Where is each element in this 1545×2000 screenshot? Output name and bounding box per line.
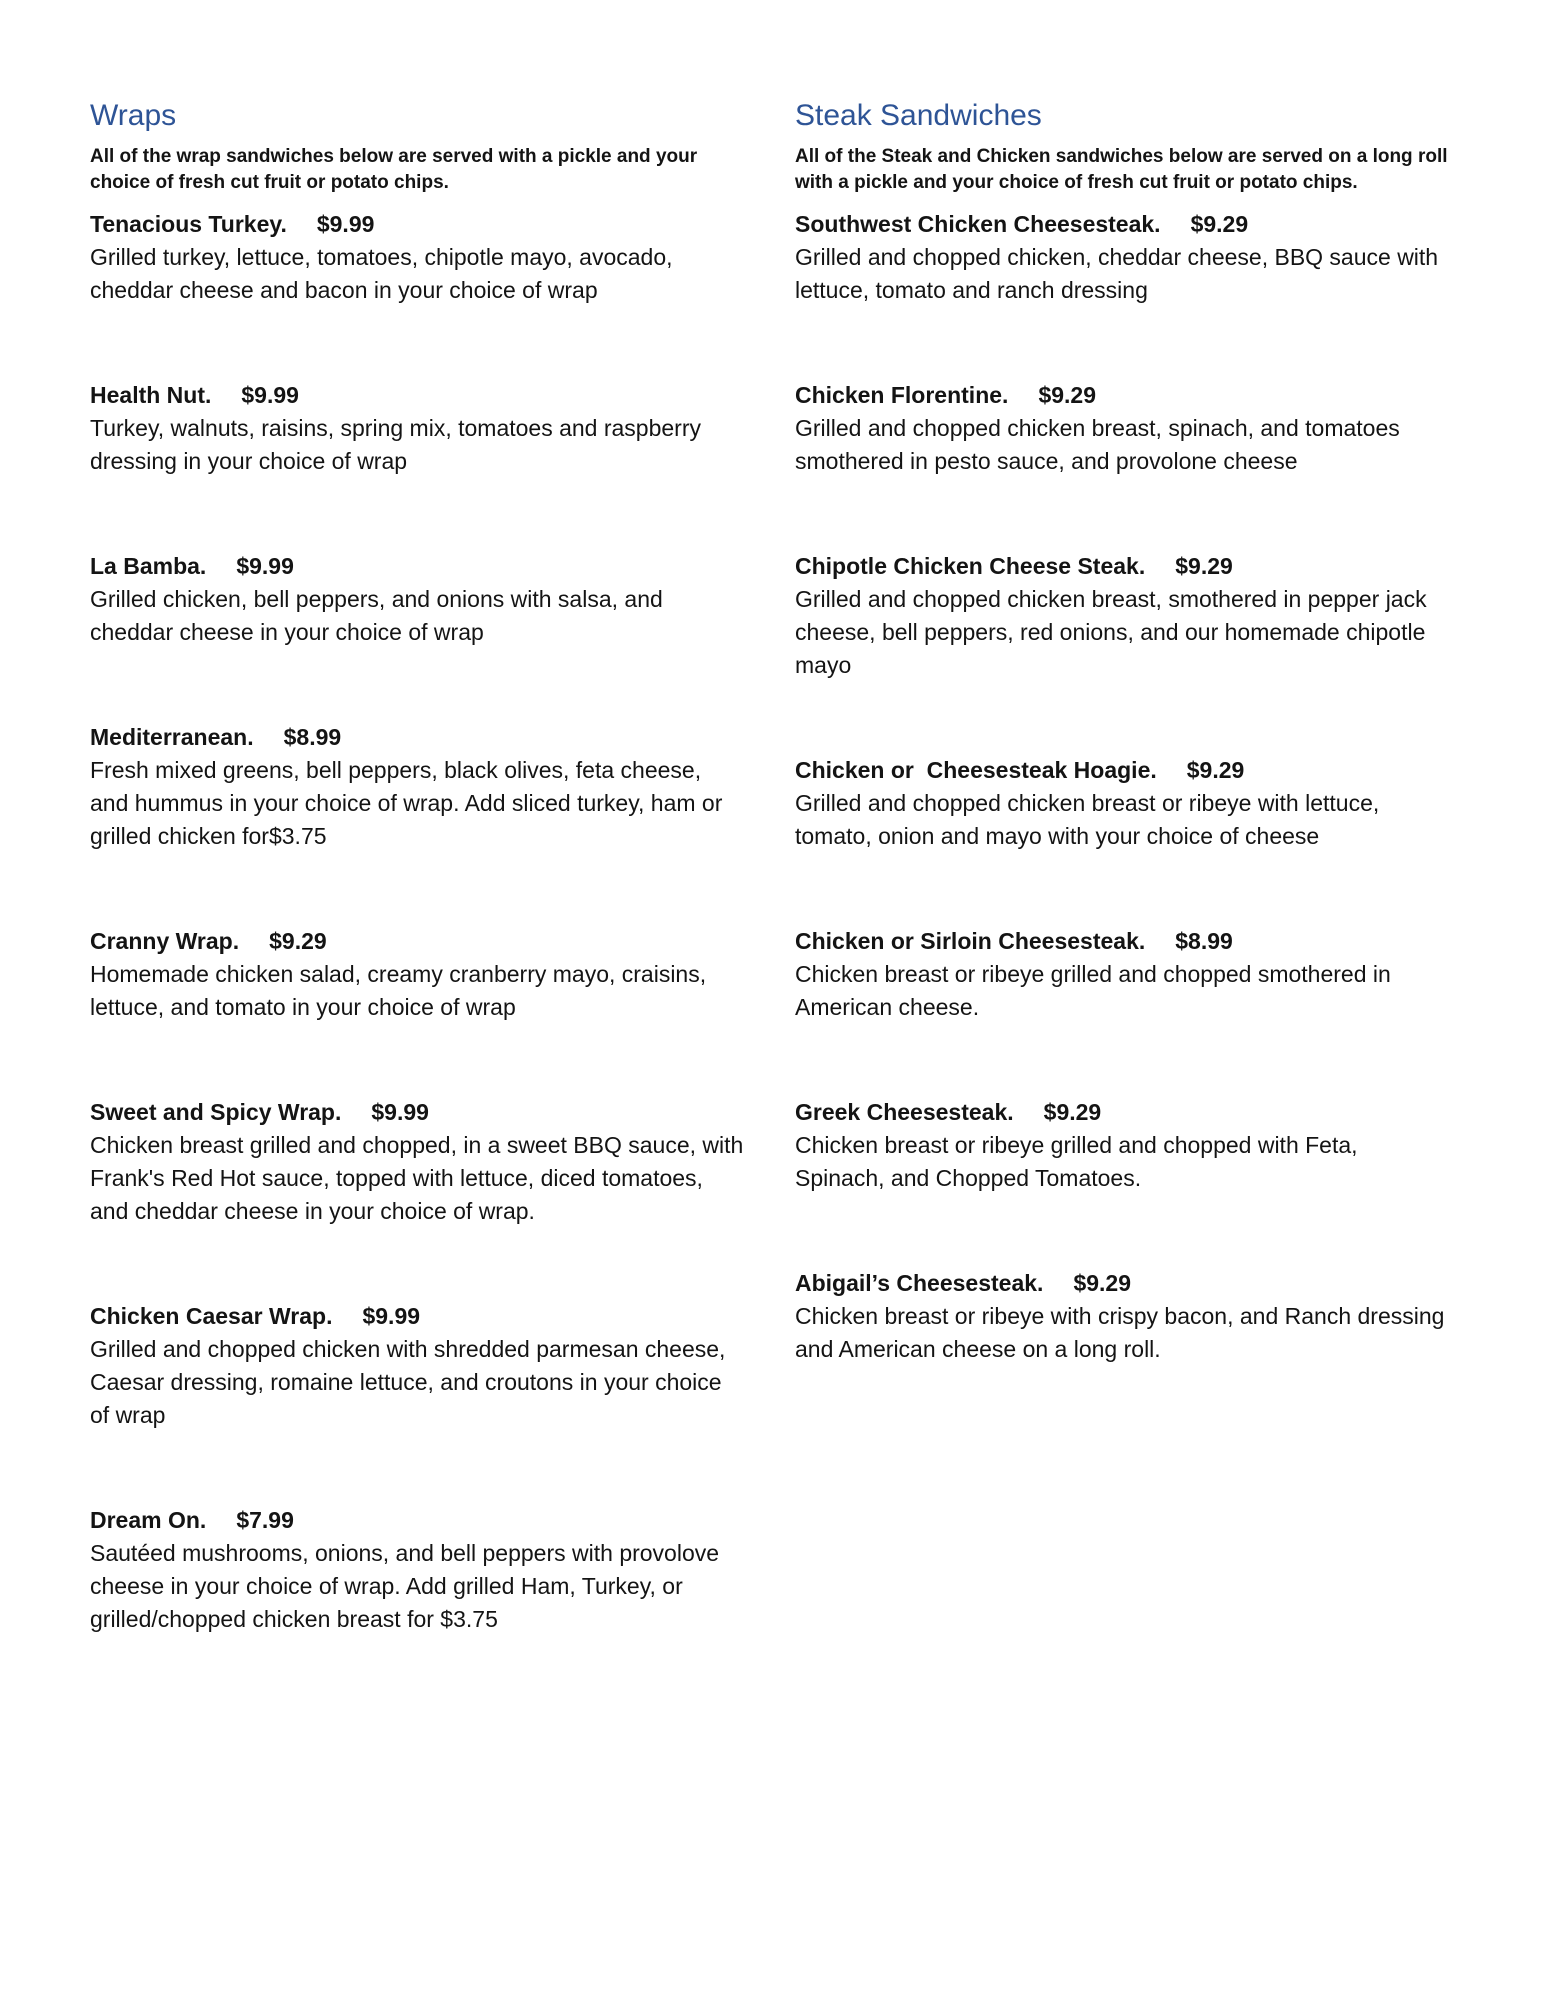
menu-item-chicken-florentine: [795, 379, 1450, 478]
item-head: [90, 721, 745, 754]
menu-item-dream-on: [90, 1504, 745, 1636]
item-description: Turkey, walnuts, raisins, spring mix, tomatoes and raspberry dressing in your choice of wrap: [90, 415, 702, 474]
item-description: Chicken breast grilled and chopped, in a sweet BBQ sauce, with Frank's Red Hot sauce, topped with lettuce, diced tomatoes, and cheddar cheese in your choice of wrap.: [90, 1132, 744, 1224]
item-name: Chipotle Chicken Cheese Steak.: [795, 553, 1146, 579]
item-head: [795, 754, 1450, 787]
item-name: Chicken Caesar Wrap.: [90, 1303, 333, 1329]
item-description: Grilled turkey, lettuce, tomatoes, chipotle mayo, avocado, cheddar cheese and bacon in your choice of wrap: [90, 244, 673, 303]
menu-item-chipotle-chicken-cheese-steak: [795, 550, 1450, 682]
menu-item-chicken-or-sirloin-cheesesteak: [795, 925, 1450, 1024]
item-description: Homemade chicken salad, creamy cranberry mayo, craisins, lettuce, and tomato in your choice of wrap: [90, 961, 707, 1020]
item-head: [90, 925, 745, 958]
item-price: $9.99: [316, 211, 375, 237]
item-price: $9.29: [1038, 382, 1096, 408]
menu-item-health-nut: [90, 379, 745, 478]
item-head: [90, 1300, 745, 1333]
item-description: Chicken breast or ribeye with crispy bacon, and Ranch dressing and American cheese on a long roll.: [795, 1303, 1445, 1362]
item-price: $8.99: [1175, 928, 1233, 954]
item-price: $9.29: [1186, 757, 1245, 783]
wraps-section: [90, 98, 745, 1708]
menu-item-sweet-and-spicy-wrap: [90, 1096, 745, 1228]
item-price: $8.99: [283, 724, 342, 750]
item-name: Abigail’s Cheesesteak.: [795, 1270, 1044, 1296]
item-description: Chicken breast or ribeye grilled and chopped smothered in American cheese.: [795, 961, 1391, 1020]
item-description: Grilled and chopped chicken, cheddar cheese, BBQ sauce with lettuce, tomato and ranch dressing: [795, 244, 1439, 303]
item-head: [795, 925, 1450, 958]
menu-item-cranny-wrap: [90, 925, 745, 1024]
item-description: Chicken breast or ribeye grilled and chopped with Feta, Spinach, and Chopped Tomatoes.: [795, 1132, 1358, 1191]
item-price: $9.29: [1175, 553, 1233, 579]
item-name: Chicken or Sirloin Cheesesteak.: [795, 928, 1146, 954]
item-head: [90, 208, 745, 241]
item-name: La Bamba.: [90, 553, 207, 579]
item-price: $9.29: [1190, 211, 1249, 237]
item-description: Sautéed mushrooms, onions, and bell peppers with provolove cheese in your choice of wrap. Add grilled Ham, Turkey, or grilled/chopped chicken breast for $3.75: [90, 1540, 720, 1632]
item-price: $9.29: [1073, 1270, 1131, 1296]
item-description: Fresh mixed greens, bell peppers, black olives, feta cheese, and hummus in your choice of wrap. Add sliced turkey, ham or grilled chicken for$3.75: [90, 757, 723, 849]
item-name: Sweet and Spicy Wrap.: [90, 1099, 342, 1125]
section-title-steak-sandwiches: Steak Sandwiches: [795, 99, 1042, 132]
item-head: [795, 1267, 1450, 1300]
item-name: Chicken Florentine.: [795, 382, 1009, 408]
menu-item-greek-cheesesteak: [795, 1096, 1450, 1195]
item-name: Health Nut.: [90, 382, 212, 408]
item-name: Greek Cheesesteak.: [795, 1099, 1014, 1125]
section-title-wraps: Wraps: [90, 99, 177, 132]
section-note-wraps: All of the wrap sandwiches below are served with a pickle and your choice of fresh cut fruit or potato chips.: [90, 146, 698, 193]
item-price: $9.99: [371, 1099, 429, 1125]
item-price: $9.99: [241, 382, 299, 408]
menu-item-la-bamba: [90, 550, 745, 649]
item-name: Cranny Wrap.: [90, 928, 240, 954]
item-head: [795, 550, 1450, 583]
item-head: [795, 379, 1450, 412]
item-name: Mediterranean.: [90, 724, 254, 750]
menu-item-southwest-chicken-cheesesteak: [795, 208, 1450, 307]
item-description: Grilled chicken, bell peppers, and onions with salsa, and cheddar cheese in your choice of wrap: [90, 586, 663, 645]
item-description: Grilled and chopped chicken with shredded parmesan cheese, Caesar dressing, romaine lettuce, and croutons in your choice of wrap: [90, 1336, 726, 1428]
item-price: $9.99: [236, 553, 294, 579]
item-price: $7.99: [236, 1507, 294, 1533]
item-name: Southwest Chicken Cheesesteak.: [795, 211, 1161, 237]
item-name: Chicken or Cheesesteak Hoagie.: [795, 757, 1157, 783]
item-head: [90, 1096, 745, 1129]
item-price: $9.99: [362, 1303, 421, 1329]
section-note-steak-sandwiches: All of the Steak and Chicken sandwiches below are served on a long roll with a pickle and your choice of fresh cut fruit or potato chips.: [795, 146, 1448, 193]
item-price: $9.29: [1043, 1099, 1102, 1125]
item-price: $9.29: [269, 928, 327, 954]
item-description: Grilled and chopped chicken breast or ribeye with lettuce, tomato, onion and mayo with your choice of cheese: [795, 790, 1380, 849]
item-description: Grilled and chopped chicken breast, spinach, and tomatoes smothered in pesto sauce, and provolone cheese: [795, 415, 1400, 474]
menu-item-chicken-or-cheesesteak-hoagie: [795, 754, 1450, 853]
item-name: Tenacious Turkey.: [90, 211, 287, 237]
menu-item-mediterranean: [90, 721, 745, 853]
item-head: [795, 208, 1450, 241]
item-description: Grilled and chopped chicken breast, smothered in pepper jack cheese, bell peppers, red onions, and our homemade chipotle mayo: [795, 586, 1427, 678]
menu-item-tenacious-turkey: [90, 208, 745, 307]
item-head: [90, 379, 745, 412]
item-head: [795, 1096, 1450, 1129]
item-head: [90, 1504, 745, 1537]
menu-item-chicken-caesar-wrap: [90, 1300, 745, 1432]
steak-sandwiches-section: [795, 98, 1450, 1438]
item-head: [90, 550, 745, 583]
item-name: Dream On.: [90, 1507, 207, 1533]
menu-item-abigails-cheesesteak: [795, 1267, 1450, 1366]
